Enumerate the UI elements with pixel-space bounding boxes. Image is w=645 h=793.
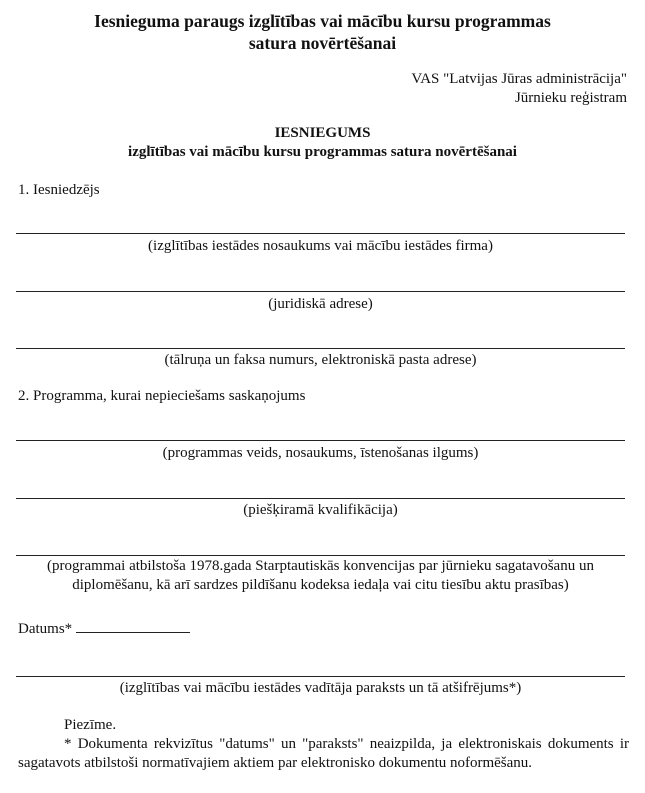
requirements-line[interactable] [16,555,625,556]
date-label: Datums* [18,621,73,637]
legal-address-caption: (juridiskā adrese) [268,296,373,312]
date-row [18,618,190,639]
note-text: * Dokumenta rekvizītus "datums" un "paraksts" neaizpilda, ja elektroniskais dokuments ir sagatavots atbilstoši normatīvajiem aktiem par elektronisko dokumentu noformēšanu. [18,736,629,771]
title-line-2: satura novērtēšanai [248,33,397,53]
requirements-caption-line-1: (programmai atbilstoša 1978.gada Starptautiskās konvencijas par jūrnieku sagatavošanu un [47,558,594,574]
note-block [18,716,629,773]
heading-line-2: izglītības vai mācību kursu programmas satura novērtēšanai [128,144,517,160]
note-title: Piezīme. [64,717,117,733]
contact-info-line[interactable] [16,348,625,349]
section-2-label: 2. Programma, kurai nepieciešams saskaņojums [18,388,306,404]
contact-info-caption: (tālruņa un faksa numurs, elektroniskā pasta adrese) [164,352,477,368]
qualification-caption: (piešķiramā kvalifikācija) [243,502,398,518]
title-line-1: Iesnieguma paraugs izglītības vai mācību kursu programmas [94,11,551,31]
program-type-caption: (programmas veids, nosaukums, īstenošanas ilgums) [162,445,479,461]
date-field-line[interactable] [76,618,190,633]
qualification-line[interactable] [16,498,625,499]
applicant-name-line[interactable] [16,233,625,234]
addressee-line-2: Jūrnieku reģistram [514,90,627,106]
heading-line-1: IESNIEGUMS [274,125,371,141]
program-type-line[interactable] [16,440,625,441]
addressee-block [411,70,627,108]
applicant-name-caption: (izglītības iestādes nosaukums vai mācību iestādes firma) [148,238,493,254]
addressee-line-1: VAS "Latvijas Jūras administrācija" [411,71,627,87]
page-title [0,10,645,54]
signature-line[interactable] [16,676,625,677]
legal-address-line[interactable] [16,291,625,292]
signature-caption: (izglītības vai mācību iestādes vadītāja paraksts un tā atšifrējums*) [119,680,522,696]
document-heading [0,124,645,162]
requirements-caption-line-2: diplomēšanu, kā arī sardzes pildīšanu kodeksa iedaļa vai citu tiesību aktu prasības) [72,577,569,593]
section-1-label: 1. Iesniedzējs [18,182,100,198]
requirements-caption [16,557,625,595]
